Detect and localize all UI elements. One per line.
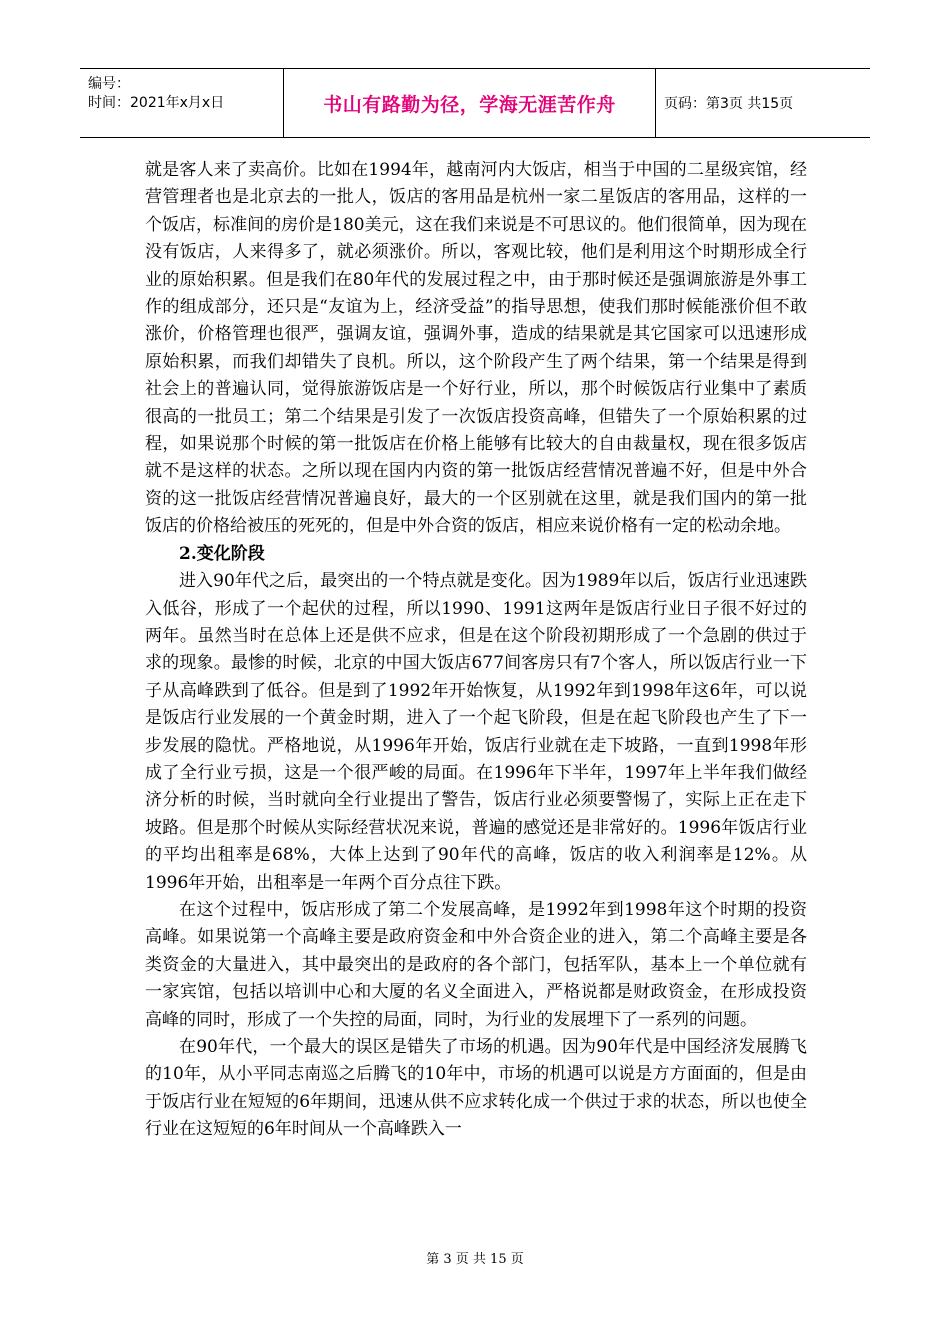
document-header: [80, 68, 870, 138]
motto-text: 书山有路勤为径，学海无涯苦作舟: [323, 93, 616, 116]
paragraph-1: 就是客人来了卖高价。比如在1994年，越南河内大饭店，相当于中国的二星级宾馆，经营管理者也是北京去的一批人，饭店的客用品是杭州一家二星饭店的客用品，这样的一个饭店，标准间的房价是180美元，这在我们来说是不可思议的。他们很简单，因为现在没有饭店，人来得多了，就必须涨价。所以，客观比较，他们是利用这个时期形成全行业的原始积累。但是我们在80年代的发展过程之中，由于那时候还是强调旅游是外事工作的组成部分，还只是“友谊为上，经济受益”的指导思想，使我们那时候能涨价但不敢涨价，价格管理也很严，强调友谊，强调外事，造成的结果就是其它国家可以迅速形成原始积累，而我们却错失了良机。所以，这个阶段产生了两个结果，第一个结果是得到社会上的普遍认同，觉得旅游饭店是一个好行业，所以，那个时候饭店行业集中了素质很高的一批员工；第二个结果是引发了一次饭店投资高峰，但错失了一个原始积累的过程，如果说那个时候的第一批饭店在价格上能够有比较大的自由裁量权，现在很多饭店就不是这样的状态。之所以现在国内内资的第一批饭店经营情况普遍不好，但是中外合资的这一批饭店经营情况普遍良好，最大的一个区别就在这里，就是我们国内的第一批饭店的价格给被压的死死的，但是中外合资的饭店，相应来说价格有一定的松动余地。: [145, 160, 807, 537]
paragraph-2: 进入90年代之后，最突出的一个特点就是变化。因为1989年以后，饭店行业迅速跌入低谷，形成了一个起伏的过程，所以1990、1991这两年是饭店行业日子很不好过的两年。虽然当时在总体上还是供不应求，但是在这个阶段初期形成了一个急剧的供过于求的现象。最惨的时候，北京的中国大饭店677间客房只有7个客人，所以饭店行业一下子从高峰跌到了低谷。但是到了1992年开始恢复，从1992年到1998年这6年，可以说是饭店行业发展的一个黄金时期，进入了一个起飞阶段，但是在起飞阶段也产生了下一步发展的隐忧。严格地说，从1996年开始，饭店行业就在走下坡路，一直到1998年形成了全行业亏损，这是一个很严峻的局面。在1996年下半年，1997年上半年我们做经济分析的时候，当时就向全行业提出了警告，饭店行业必须要警惕了，实际上正在走下坡路。但是那个时候从实际经营状况来说，普遍的感觉还是非常好的。1996年饭店行业的平均出租率是68%，大体上达到了90年代的高峰，饭店的收入利润率是12%。从1996年开始，出租率是一年两个百分点往下跌。: [145, 571, 807, 893]
paragraph-3: 在这个过程中，饭店形成了第二个发展高峰，是1992年到1998年这个时期的投资高峰。如果说第一个高峰主要是政府资金和中外合资企业的进入，第二个高峰主要是各类资金的大量进入，其中最突出的是政府的各个部门，包括军队，基本上一个单位就有一家宾馆，包括以培训中心和大厦的名义全面进入，严格说都是财政资金，在形成投资高峰的同时，形成了一个失控的局面，同时，为行业的发展埋下了一系列的问题。: [145, 899, 807, 1030]
document-body: [145, 157, 807, 1144]
header-page-info: [656, 69, 870, 137]
page-info-text: 页码：第3页 共15页: [664, 96, 794, 112]
section-heading: 2.变化阶段: [179, 543, 265, 564]
serial-label: 编号：: [88, 76, 130, 92]
footer-page-number: 第 3 页 共 15 页: [426, 1252, 524, 1267]
header-motto-cell: [284, 69, 656, 137]
time-label: 时间：2021年x月x日: [88, 95, 225, 111]
header-meta: [80, 69, 284, 137]
paragraph-4: 在90年代，一个最大的误区是错失了市场的机遇。因为90年代是中国经济发展腾飞的10年，从小平同志南巡之后腾飞的10年中，市场的机遇可以说是方方面面的，但是由于饭店行业在短短的6年期间，迅速从供不应求转化成一个供过于求的状态，所以也使全行业在这短短的6年时间从一个高峰跌入一: [145, 1037, 807, 1140]
page-footer: [0, 1248, 950, 1267]
